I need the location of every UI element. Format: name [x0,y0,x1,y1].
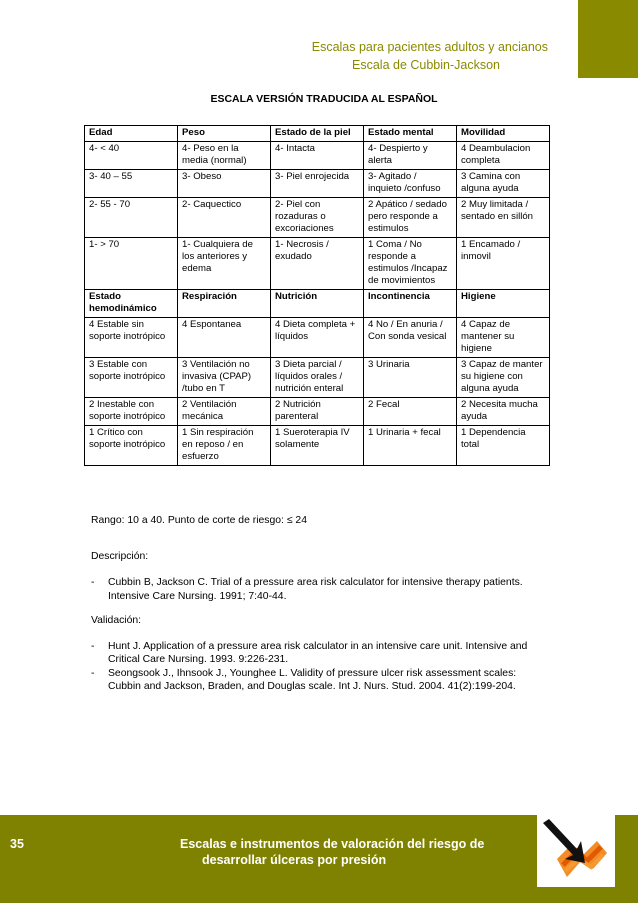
table-row [85,358,550,398]
table-header-row [85,126,550,142]
table-cell: 3 Ventilación no invasiva (CPAP) /tubo en T [178,358,271,398]
table-header-cell: Respiración [178,290,271,318]
page-number: 35 [10,837,24,851]
reference-text: Hunt J. Application of a pressure area risk calculator in an intensive care unit. Intensive and Critical Care Nursing. 1993. 9:226-231. [108,640,528,665]
table-cell: 2- 55 - 70 [85,198,178,238]
table-row [85,238,550,290]
notes [91,514,551,694]
table-cell: 2 Muy limitada / sentado en sillón [457,198,550,238]
footer [0,815,638,903]
table-cell: 4 Capaz de mantener su higiene [457,318,550,358]
scale-title: ESCALA VERSIÓN TRADUCIDA AL ESPAÑOL [210,93,438,105]
table-cell: 4 No / En anuria / Con sonda vesical [364,318,457,358]
table-cell: 1 Dependencia total [457,426,550,466]
arrow-brush-logo-icon [537,815,615,887]
list-dash: - [91,640,95,652]
table-cell: 4- Despierto y alerta [364,142,457,170]
table-row [85,142,550,170]
table-cell: 3 Urinaria [364,358,457,398]
table-cell: 3- Piel enrojecida [271,170,364,198]
table-cell: 3 Camina con alguna ayuda [457,170,550,198]
description-list [91,576,551,603]
reference-text: Cubbin B, Jackson C. Trial of a pressure area risk calculator for intensive therapy patients. Intensive Care Nursing. 1991; 7:40-44. [108,577,523,602]
scale-table [84,125,550,466]
table-header-cell: Estado mental [364,126,457,142]
table-cell: 2 Apático / sedado pero responde a estimulos [364,198,457,238]
table-cell: 3- Obeso [178,170,271,198]
reference-item [91,640,551,667]
range-text: Rango: 10 a 40. Punto de corte de riesgo: ≤ 24 [91,515,307,526]
table-cell: 1- Cualquiera de los anteriores y edema [178,238,271,290]
reference-item [91,667,551,694]
table-row [85,318,550,358]
table-header-cell: Higiene [457,290,550,318]
footer-title-line2: desarrollar úlceras por presión [202,853,387,867]
table-cell: 1 Coma / No responde a estimulos /Incapaz de movimientos [364,238,457,290]
header-subtitle: Escala de Cubbin-Jackson [352,58,500,72]
table-row [85,426,550,466]
table-cell: 2 Nutrición parenteral [271,398,364,426]
table-row [85,170,550,198]
corner-accent [578,0,638,78]
table-cell: 1 Encamado / inmovil [457,238,550,290]
table-cell: 3 Dieta parcial / líquidos orales / nutrición enteral [271,358,364,398]
table-header-cell: Movilidad [457,126,550,142]
logo [537,815,615,887]
table-header-row [85,290,550,318]
table-header-cell: Peso [178,126,271,142]
table-header-cell: Estado de la piel [271,126,364,142]
table-header-cell: Incontinencia [364,290,457,318]
reference-item [91,576,551,603]
table-cell: 4- Intacta [271,142,364,170]
table-cell: 2 Fecal [364,398,457,426]
table-cell: 3 Capaz de manter su higiene con alguna ayuda [457,358,550,398]
table-cell: 4 Deambulacion completa [457,142,550,170]
list-dash: - [91,577,95,588]
footer-title-line1: Escalas e instrumentos de valoración del riesgo de [180,837,485,851]
reference-text: Seongsook J., Ihnsook J., Younghee L. Validity of pressure ulcer risk assessment scales: Cubbin and Jackson, Braden, and Douglas scale. Int J. Nurs. Stud. 2004. 41(2):199-204. [108,667,517,692]
table-cell: 4- < 40 [85,142,178,170]
table-cell: 2 Ventilación mecánica [178,398,271,426]
table-cell: 1- Necrosis / exudado [271,238,364,290]
table-cell: 1- > 70 [85,238,178,290]
table-header-cell: Estado hemodinámico [85,290,178,318]
table-cell: 4- Peso en la media (normal) [178,142,271,170]
table-header-cell: Nutrición [271,290,364,318]
table-cell: 1 Crítico con soporte inotrópico [85,426,178,466]
validation-label: Validación: [91,615,142,626]
table-cell: 4 Espontanea [178,318,271,358]
table-row [85,198,550,238]
list-dash: - [91,667,95,679]
table-cell: 1 Sueroterapia IV solamente [271,426,364,466]
table-cell: 1 Urinaria + fecal [364,426,457,466]
table-cell: 4 Estable sin soporte inotrópico [85,318,178,358]
validation-list [91,640,551,694]
description-label: Descripción: [91,550,149,562]
table-row [85,398,550,426]
table-cell: 2- Piel con rozaduras o excoriaciones [271,198,364,238]
table-header-cell: Edad [85,126,178,142]
table-cell: 2 Necesita mucha ayuda [457,398,550,426]
table-cell: 4 Dieta completa + líquidos [271,318,364,358]
table-cell: 3- 40 – 55 [85,170,178,198]
table-cell: 3 Estable con soporte inotrópico [85,358,178,398]
table-cell: 1 Sin respiración en reposo / en esfuerzo [178,426,271,466]
table-cell: 2 Inestable con soporte inotrópico [85,398,178,426]
table-cell: 2- Caquectico [178,198,271,238]
header-title: Escalas para pacientes adultos y ancianos [311,40,548,54]
table-cell: 3- Agitado / inquieto /confuso [364,170,457,198]
